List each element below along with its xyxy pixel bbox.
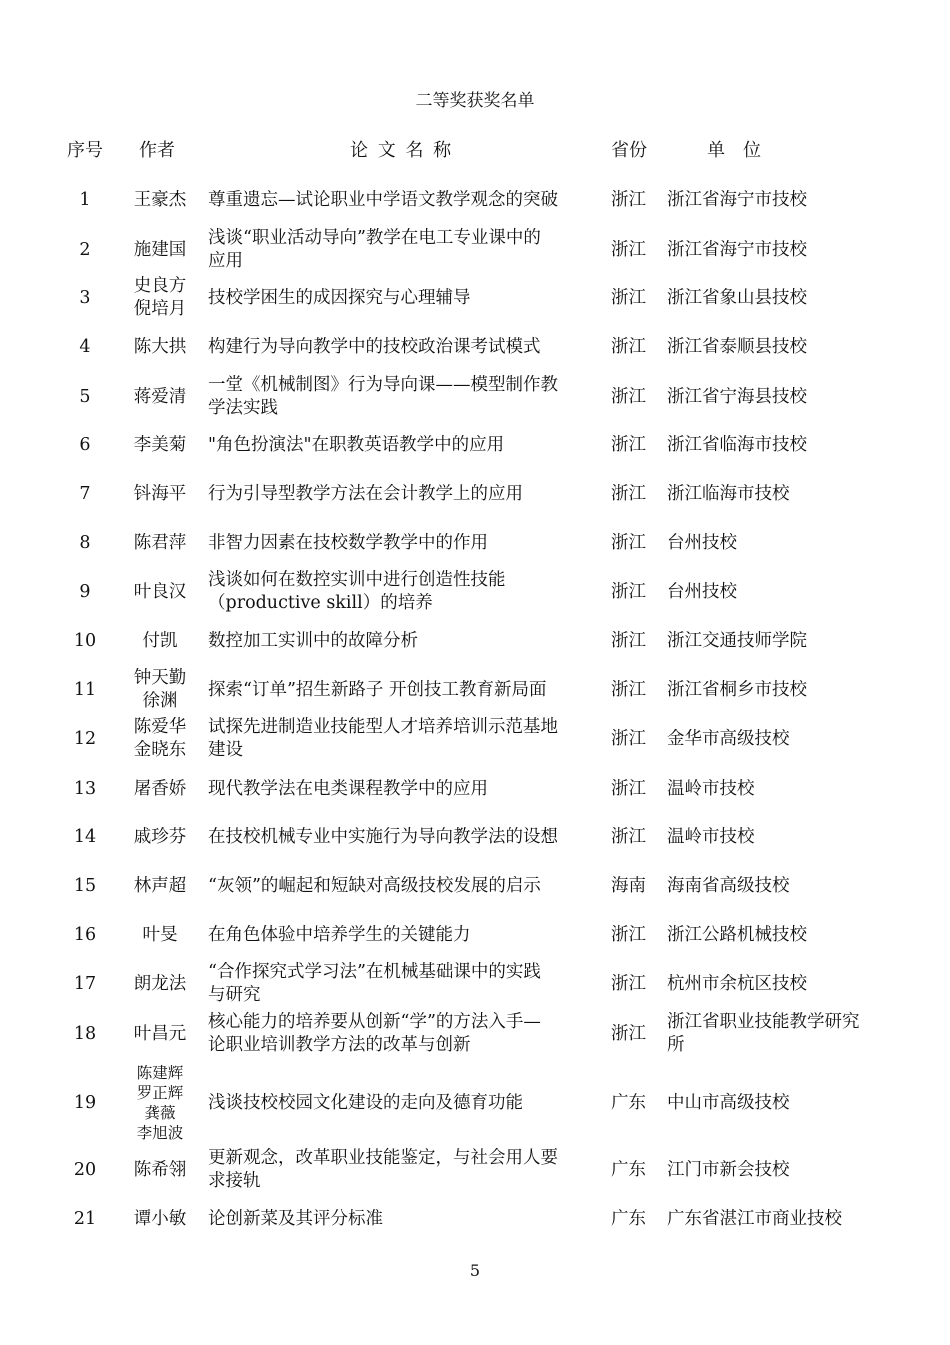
paper-title-line: 一堂《机械制图》行为导向课——模型制作教 xyxy=(208,375,558,395)
row-number-text: 15 xyxy=(73,875,97,896)
province-text: 浙江 xyxy=(611,287,646,308)
row-number-text: 2 xyxy=(79,239,91,260)
paper-title xyxy=(208,666,603,714)
author-names-line: 叶良汉 xyxy=(133,581,187,602)
author-names-line: 陈大拱 xyxy=(133,336,187,357)
row-number-text: 18 xyxy=(73,1023,97,1044)
province xyxy=(611,430,661,460)
row-number xyxy=(55,275,115,321)
unit-name-line: 浙江交通技师学院 xyxy=(667,630,807,651)
unit-name xyxy=(667,823,897,851)
paper-title xyxy=(208,480,603,508)
row-number-text: 20 xyxy=(73,1159,97,1180)
table-row xyxy=(0,872,950,900)
unit-name-line: 杭州市余杭区技校 xyxy=(667,973,807,994)
province-text: 浙江 xyxy=(611,679,646,700)
author-names xyxy=(126,430,194,460)
paper-title xyxy=(208,1061,603,1145)
author-names-line: 龚薇 xyxy=(144,1104,176,1122)
page-title: 二等奖获奖名单 xyxy=(415,91,535,111)
paper-title xyxy=(208,529,603,557)
row-number-text: 4 xyxy=(79,336,91,357)
province xyxy=(611,823,661,851)
author-names xyxy=(126,570,194,614)
province xyxy=(611,375,661,419)
table-row xyxy=(0,529,950,557)
author-names-line: 金晓东 xyxy=(133,740,187,760)
paper-title xyxy=(208,626,603,656)
province xyxy=(611,570,661,614)
province-text: 浙江 xyxy=(611,336,646,357)
paper-title-line: 学法实践 xyxy=(208,398,278,418)
unit-name xyxy=(667,666,897,714)
paper-title xyxy=(208,275,603,321)
paper-title-line: 现代教学法在电类课程教学中的应用 xyxy=(208,778,488,799)
author-names-line: 陈爱华 xyxy=(133,717,187,737)
paper-title-line: 在技校机械专业中实施行为导向教学法的设想 xyxy=(208,826,558,847)
unit-name xyxy=(667,1061,897,1145)
table-row xyxy=(0,228,950,272)
unit-name xyxy=(667,430,897,460)
unit-name-line: 江门市新会技校 xyxy=(667,1159,790,1180)
row-number-text: 16 xyxy=(73,924,97,945)
row-number xyxy=(55,529,115,557)
unit-name xyxy=(667,921,897,949)
table-row xyxy=(0,186,950,214)
author-names xyxy=(126,775,194,803)
paper-title-line: 浅谈“职业活动导向”教学在电工专业课中的 xyxy=(208,228,541,248)
unit-name-line: 金华市高级技校 xyxy=(667,728,790,749)
paper-title xyxy=(208,775,603,803)
province-text: 浙江 xyxy=(611,581,646,602)
province xyxy=(611,1011,661,1057)
row-number-text: 12 xyxy=(73,728,97,749)
unit-name-line: 浙江临海市技校 xyxy=(667,483,790,504)
province xyxy=(611,275,661,321)
author-names-line: 叶旻 xyxy=(142,924,178,945)
author-names-line: 戚珍芬 xyxy=(133,826,187,847)
province xyxy=(611,228,661,272)
author-names xyxy=(126,1205,194,1233)
unit-name-line: 温岭市技校 xyxy=(667,826,755,847)
row-number xyxy=(55,921,115,949)
author-names xyxy=(126,962,194,1006)
unit-name-line: 广东省湛江市商业技校 xyxy=(667,1208,842,1229)
paper-title xyxy=(208,716,603,762)
paper-title xyxy=(208,962,603,1006)
paper-title xyxy=(208,228,603,272)
province-text: 浙江 xyxy=(611,778,646,799)
unit-name xyxy=(667,275,897,321)
row-number-text: 19 xyxy=(73,1092,97,1113)
author-names xyxy=(126,1011,194,1057)
province-text: 浙江 xyxy=(611,434,646,455)
row-number-text: 8 xyxy=(79,532,91,553)
table-row xyxy=(0,480,950,508)
row-number xyxy=(55,1148,115,1192)
author-names-line: 李美菊 xyxy=(133,434,187,455)
paper-title-line: 建设 xyxy=(208,740,243,760)
author-names xyxy=(126,1061,194,1145)
unit-name xyxy=(667,480,897,508)
province xyxy=(611,332,661,362)
table-row xyxy=(0,716,950,762)
author-names-line: 叶昌元 xyxy=(133,1023,187,1044)
paper-title-line: 浅谈技校校园文化建设的走向及德育功能 xyxy=(208,1092,523,1113)
paper-title-line: 尊重遗忘—试论职业中学语文教学观念的突破 xyxy=(208,189,558,210)
paper-title-line: 求接轨 xyxy=(208,1171,261,1191)
unit-name xyxy=(667,626,897,656)
unit-name-line: 浙江省海宁市技校 xyxy=(667,239,807,260)
row-number xyxy=(55,570,115,614)
paper-title-line: 论职业培训教学方法的改革与创新 xyxy=(208,1035,471,1055)
province xyxy=(611,186,661,214)
paper-title xyxy=(208,1011,603,1057)
author-names-line: 林声超 xyxy=(133,875,187,896)
unit-name-line: 温岭市技校 xyxy=(667,778,755,799)
province-text: 浙江 xyxy=(611,973,646,994)
author-names-line: 谭小敏 xyxy=(133,1208,187,1229)
row-number xyxy=(55,775,115,803)
province xyxy=(611,1205,661,1233)
table-row xyxy=(0,823,950,851)
unit-name-line: 浙江省海宁市技校 xyxy=(667,189,807,210)
table-row xyxy=(0,570,950,614)
row-number-text: 3 xyxy=(79,287,91,308)
row-number xyxy=(55,1061,115,1145)
table-row xyxy=(0,1205,950,1233)
unit-name-line: 浙江省临海市技校 xyxy=(667,434,807,455)
header-unit: 单 位 xyxy=(707,140,761,161)
paper-title-line: 构建行为导向教学中的技校政治课考试模式 xyxy=(208,336,541,357)
province xyxy=(611,529,661,557)
unit-name xyxy=(667,186,897,214)
table-row xyxy=(0,775,950,803)
province-text: 海南 xyxy=(611,875,646,896)
author-names-line: 王豪杰 xyxy=(133,189,187,210)
author-names xyxy=(126,228,194,272)
author-names-line: 徐渊 xyxy=(142,691,178,711)
author-names xyxy=(126,375,194,419)
author-names-line: 倪培月 xyxy=(133,299,187,319)
author-names-line: 蒋爱清 xyxy=(133,386,187,407)
unit-name-line: 中山市高级技校 xyxy=(667,1092,790,1113)
paper-title-line: 核心能力的培养要从创新“学”的方法入手— xyxy=(208,1012,541,1032)
unit-name-line: 所 xyxy=(667,1035,685,1055)
paper-title xyxy=(208,570,603,614)
row-number xyxy=(55,716,115,762)
author-names xyxy=(126,480,194,508)
row-number xyxy=(55,962,115,1006)
header-author: 作者 xyxy=(139,140,175,161)
province-text: 浙江 xyxy=(611,386,646,407)
author-names xyxy=(126,275,194,321)
province xyxy=(611,872,661,900)
province xyxy=(611,775,661,803)
author-names-line: 李旭波 xyxy=(136,1124,184,1142)
row-number-text: 14 xyxy=(73,826,97,847)
unit-name-line: 浙江公路机械技校 xyxy=(667,924,807,945)
paper-title-line: 更新观念，改革职业技能鉴定，与社会用人要 xyxy=(208,1148,558,1168)
author-names-line: 屠香娇 xyxy=(133,778,187,799)
paper-title-line: 数控加工实训中的故障分析 xyxy=(208,630,418,651)
paper-title-line: 与研究 xyxy=(208,985,261,1005)
page-number: 5 xyxy=(469,1261,481,1280)
province-text: 浙江 xyxy=(611,924,646,945)
row-number xyxy=(55,480,115,508)
table-row xyxy=(0,430,950,460)
paper-title xyxy=(208,186,603,214)
row-number xyxy=(55,1205,115,1233)
row-number xyxy=(55,332,115,362)
row-number xyxy=(55,228,115,272)
unit-name xyxy=(667,1205,897,1233)
province-text: 广东 xyxy=(611,1208,646,1229)
paper-title-line: 行为引导型教学方法在会计教学上的应用 xyxy=(208,483,523,504)
paper-title xyxy=(208,1148,603,1192)
unit-name xyxy=(667,375,897,419)
unit-name-line: 台州技校 xyxy=(667,581,737,602)
author-names-line: 陈君萍 xyxy=(133,532,187,553)
table-row xyxy=(0,921,950,949)
row-number xyxy=(55,823,115,851)
header-no: 序号 xyxy=(67,140,103,161)
author-names xyxy=(126,186,194,214)
province-text: 广东 xyxy=(611,1092,646,1113)
paper-title xyxy=(208,872,603,900)
unit-name-line: 海南省高级技校 xyxy=(667,875,790,896)
author-names xyxy=(126,332,194,362)
table-row xyxy=(0,962,950,1006)
unit-name-line: 浙江省象山县技校 xyxy=(667,287,807,308)
unit-name xyxy=(667,529,897,557)
author-names xyxy=(126,921,194,949)
unit-name xyxy=(667,570,897,614)
row-number-text: 10 xyxy=(73,630,97,651)
province-text: 浙江 xyxy=(611,532,646,553)
paper-title xyxy=(208,430,603,460)
province-text: 浙江 xyxy=(611,826,646,847)
province-text: 广东 xyxy=(611,1159,646,1180)
paper-title-line: 探索“订单”招生新路子 开创技工教育新局面 xyxy=(208,679,547,700)
row-number xyxy=(55,872,115,900)
paper-title-line: 浅谈如何在数控实训中进行创造性技能 xyxy=(208,570,506,590)
row-number xyxy=(55,1011,115,1057)
row-number-text: 17 xyxy=(73,973,97,994)
author-names xyxy=(126,823,194,851)
row-number-text: 6 xyxy=(79,434,91,455)
province xyxy=(611,626,661,656)
author-names xyxy=(126,529,194,557)
unit-name-line: 浙江省职业技能教学研究 xyxy=(667,1012,860,1032)
province xyxy=(611,1061,661,1145)
author-names-line: 朗龙法 xyxy=(133,973,187,994)
author-names-line: 钟天勤 xyxy=(133,668,187,688)
paper-title xyxy=(208,921,603,949)
province xyxy=(611,666,661,714)
unit-name-line: 浙江省泰顺县技校 xyxy=(667,336,807,357)
unit-name-line: 浙江省桐乡市技校 xyxy=(667,679,807,700)
unit-name xyxy=(667,332,897,362)
row-number xyxy=(55,186,115,214)
row-number-text: 13 xyxy=(73,778,97,799)
province xyxy=(611,921,661,949)
row-number-text: 5 xyxy=(79,386,91,407)
paper-title-line: “灰领”的崛起和短缺对高级技校发展的启示 xyxy=(208,875,541,896)
unit-name-line: 浙江省宁海县技校 xyxy=(667,386,807,407)
unit-name xyxy=(667,716,897,762)
paper-title xyxy=(208,332,603,362)
province xyxy=(611,480,661,508)
unit-name xyxy=(667,1148,897,1192)
author-names xyxy=(126,666,194,714)
row-number xyxy=(55,430,115,460)
author-names xyxy=(126,872,194,900)
row-number xyxy=(55,666,115,714)
province-text: 浙江 xyxy=(611,728,646,749)
header-province: 省份 xyxy=(611,140,647,161)
paper-title-line: 非智力因素在技校数学教学中的作用 xyxy=(208,532,488,553)
row-number-text: 7 xyxy=(79,483,91,504)
unit-name xyxy=(667,775,897,803)
province xyxy=(611,962,661,1006)
author-names xyxy=(126,716,194,762)
table-row xyxy=(0,666,950,714)
province-text: 浙江 xyxy=(611,630,646,651)
author-names-line: 史良方 xyxy=(133,276,187,296)
author-names-line: 钭海平 xyxy=(133,483,187,504)
row-number-text: 1 xyxy=(79,189,91,210)
paper-title xyxy=(208,1205,603,1233)
paper-title-line: 应用 xyxy=(208,251,243,271)
author-names-line: 陈建辉 xyxy=(136,1064,184,1082)
table-row xyxy=(0,332,950,362)
author-names-line: 陈希翎 xyxy=(133,1159,187,1180)
row-number xyxy=(55,626,115,656)
table-row xyxy=(0,1061,950,1145)
paper-title-line: （productive skill）的培养 xyxy=(208,593,433,613)
author-names xyxy=(126,1148,194,1192)
table-row xyxy=(0,1148,950,1192)
paper-title xyxy=(208,375,603,419)
unit-name xyxy=(667,872,897,900)
unit-name-line: 台州技校 xyxy=(667,532,737,553)
paper-title-line: "角色扮演法"在职教英语教学中的应用 xyxy=(208,434,505,455)
table-row xyxy=(0,626,950,656)
unit-name xyxy=(667,1011,897,1057)
row-number xyxy=(55,375,115,419)
author-names-line: 施建国 xyxy=(133,239,187,260)
table-row xyxy=(0,375,950,419)
unit-name xyxy=(667,962,897,1006)
author-names xyxy=(126,626,194,656)
paper-title-line: “合作探究式学习法”在机械基础课中的实践 xyxy=(208,962,541,982)
province-text: 浙江 xyxy=(611,239,646,260)
paper-title-line: 论创新菜及其评分标准 xyxy=(208,1208,383,1229)
table-row xyxy=(0,275,950,321)
row-number-text: 11 xyxy=(73,679,97,700)
row-number-text: 9 xyxy=(79,581,91,602)
row-number-text: 21 xyxy=(73,1208,97,1229)
author-names-line: 罗正辉 xyxy=(136,1084,184,1102)
province-text: 浙江 xyxy=(611,1023,646,1044)
province xyxy=(611,716,661,762)
paper-title-line: 试探先进制造业技能型人才培养培训示范基地 xyxy=(208,717,558,737)
province xyxy=(611,1148,661,1192)
paper-title xyxy=(208,823,603,851)
paper-title-line: 技校学困生的成因探究与心理辅导 xyxy=(208,287,471,308)
author-names-line: 付凯 xyxy=(142,630,178,651)
table-row xyxy=(0,1011,950,1057)
paper-title-line: 在角色体验中培养学生的关键能力 xyxy=(208,924,471,945)
province-text: 浙江 xyxy=(611,483,646,504)
unit-name xyxy=(667,228,897,272)
header-paper-title: 论 文 名 称 xyxy=(350,140,454,161)
province-text: 浙江 xyxy=(611,189,646,210)
